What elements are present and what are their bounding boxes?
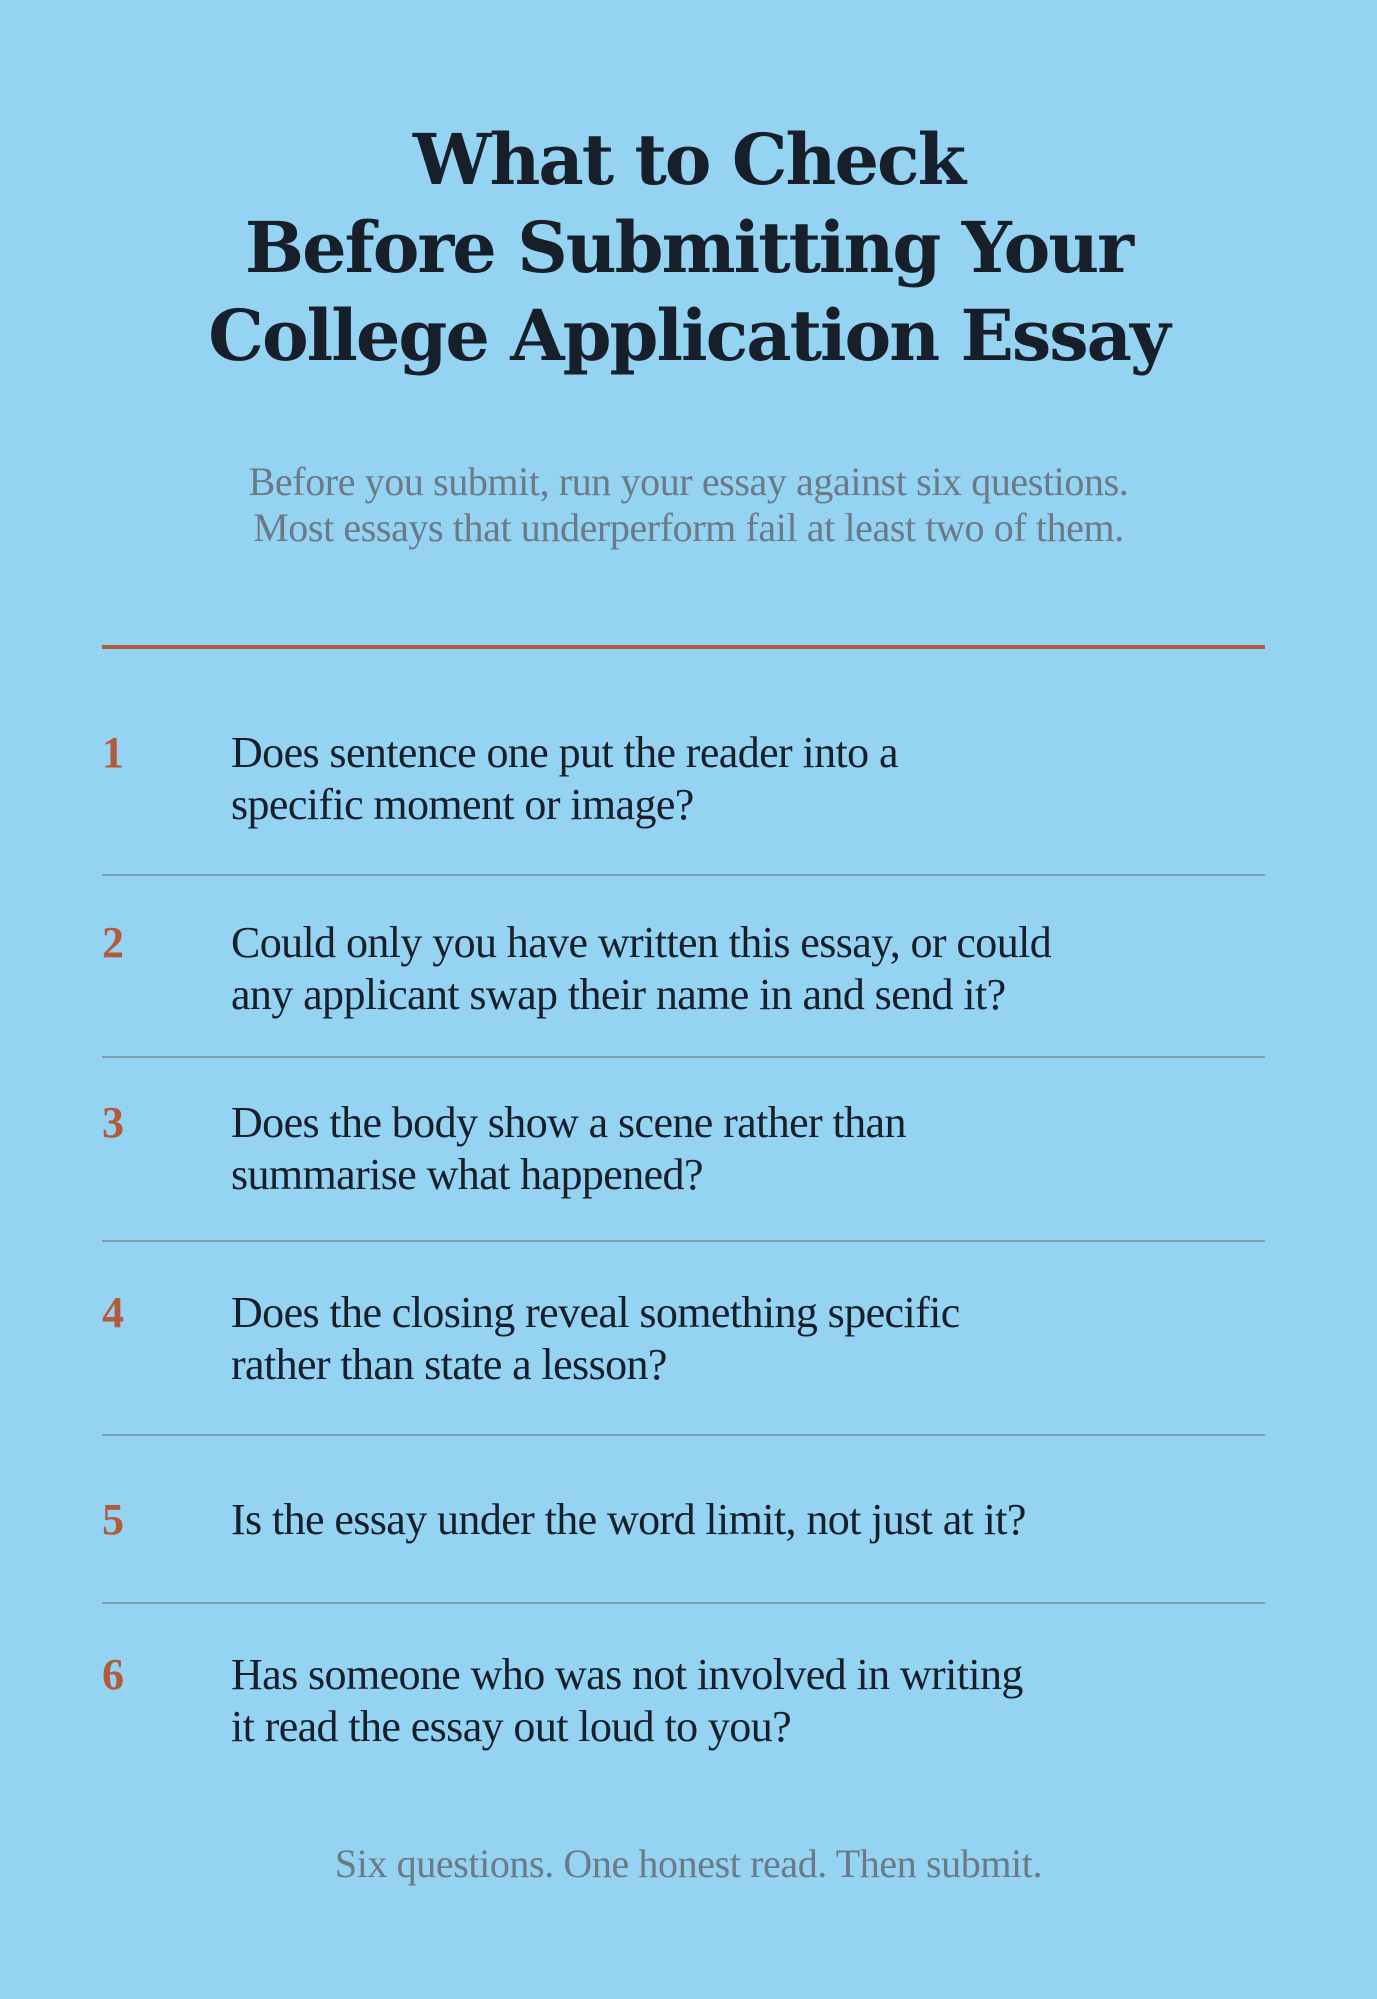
page-title-line: Before Submitting Your <box>244 206 1133 289</box>
checklist-question <box>231 1287 1265 1391</box>
item-divider <box>102 1056 1265 1058</box>
page-footer: Six questions. One honest read. Then submit. <box>334 1841 1043 1886</box>
checklist-question-line: Does the closing reveal something specific <box>231 1288 960 1337</box>
checklist-question-line: it read the essay out loud to you? <box>231 1702 792 1751</box>
checklist-question <box>231 917 1265 1021</box>
checklist-item-3 <box>102 1097 1265 1217</box>
checklist-item-1 <box>102 727 1265 847</box>
checklist-question-line: Does sentence one put the reader into a <box>231 728 898 777</box>
page-title-line: College Application Essay <box>208 294 1169 377</box>
checklist-number: 5 <box>102 1495 124 1544</box>
checklist-item-5 <box>102 1494 1265 1554</box>
page-subtitle-line: Most essays that underperform fail at least two of them. <box>253 505 1124 550</box>
checklist-number: 2 <box>102 918 124 967</box>
checklist-number: 6 <box>102 1650 124 1699</box>
checklist-question-line: Has someone who was not involved in writing <box>231 1650 1023 1699</box>
checklist-question-line: rather than state a lesson? <box>231 1340 667 1389</box>
checklist-number: 3 <box>102 1098 124 1147</box>
page-subtitle-line: Before you submit, run your essay against six questions. <box>248 459 1129 504</box>
item-divider <box>102 1602 1265 1604</box>
checklist-question-line: Could only you have written this essay, or could <box>231 918 1052 967</box>
checklist-question-line: any applicant swap their name in and send it? <box>231 970 1006 1019</box>
checklist-question-line: Does the body show a scene rather than <box>231 1098 906 1147</box>
checklist-question <box>231 1097 1265 1201</box>
checklist-question-line: specific moment or image? <box>231 780 694 829</box>
checklist-question <box>231 727 1265 831</box>
item-divider <box>102 1240 1265 1242</box>
checklist-question <box>231 1494 1265 1546</box>
checklist-question <box>231 1649 1265 1753</box>
page-title-line: What to Check <box>412 118 965 201</box>
checklist-item-2 <box>102 917 1265 1037</box>
checklist-question-line: summarise what happened? <box>231 1150 703 1199</box>
checklist-number: 1 <box>102 728 124 777</box>
checklist-item-4 <box>102 1287 1265 1407</box>
item-divider <box>102 1434 1265 1436</box>
checklist-number: 4 <box>102 1288 124 1337</box>
checklist-question-line: Is the essay under the word limit, not just at it? <box>231 1495 1026 1544</box>
item-divider <box>102 874 1265 876</box>
checklist-item-6 <box>102 1649 1265 1769</box>
